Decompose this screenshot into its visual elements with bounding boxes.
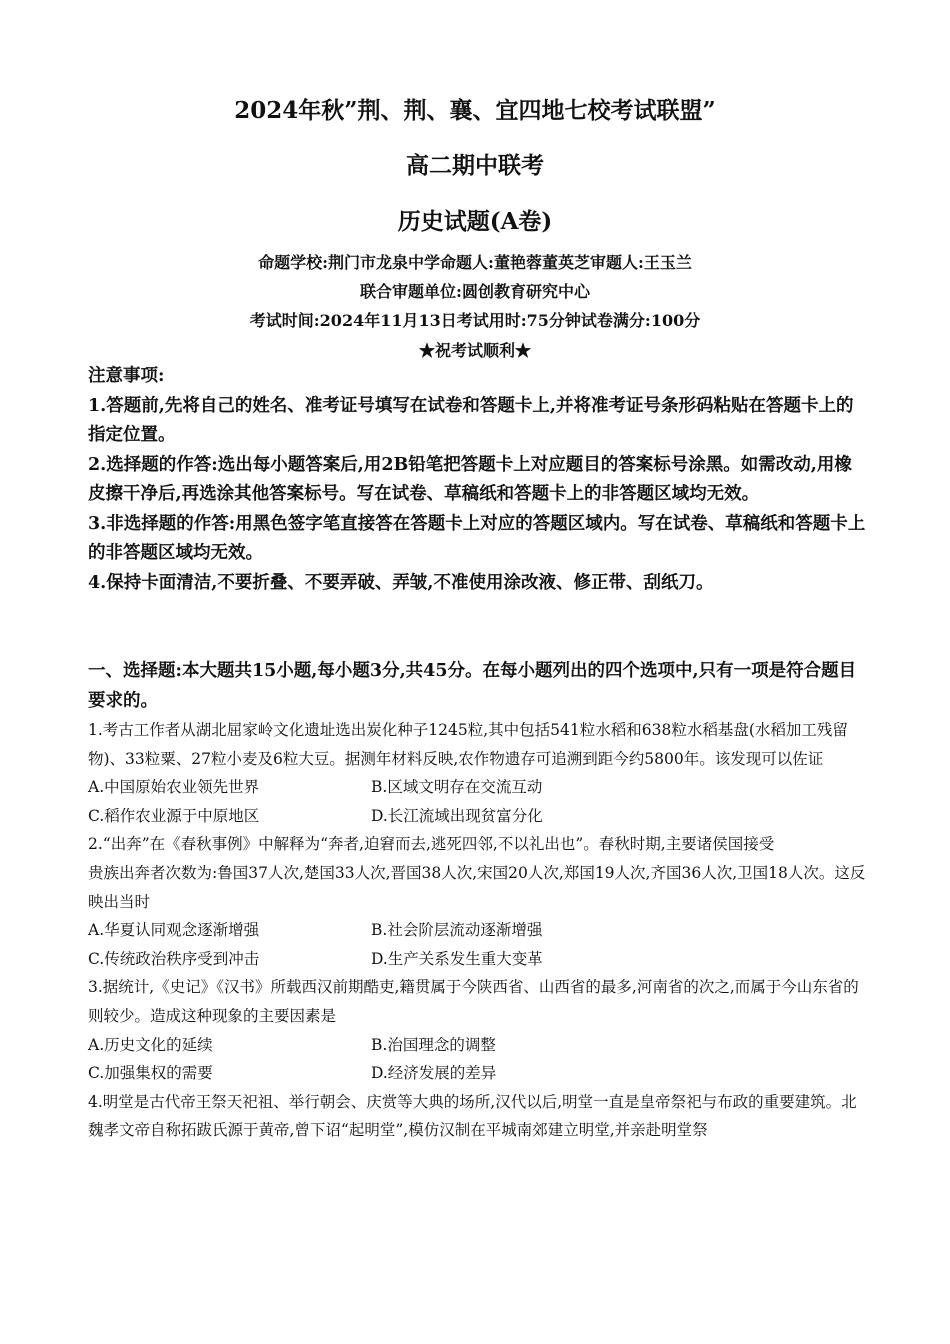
notes-heading: 注意事项: <box>88 366 165 386</box>
options-row <box>88 773 866 802</box>
option-d: D.生产关系发生重大变革 <box>371 949 543 968</box>
question-stem: 3.据统计,《史记》《汉书》所载西汉前期酷吏,籍贯属于今陕西省、山西省的最多,河南省的次之,而属于今山东省的则较少。造成这种现象的主要因素是 <box>88 978 859 1025</box>
note-item: 3.非选择题的作答:用黑色签字笔直接答在答题卡上对应的答题区域内。写在试卷、草稿纸和答题卡上的非答题区域均无效。 <box>88 513 866 563</box>
exam-info-line: 考试时间:2024年11月13日考试用时:75分钟试卷满分:100分 <box>249 311 701 330</box>
blessing-line: ★祝考试顺利★ <box>418 341 531 360</box>
question-1 <box>88 716 866 830</box>
options-row <box>88 945 866 974</box>
option-c: C.加强集权的需要 <box>88 1064 213 1083</box>
section-heading: 一、选择题:本大题共15小题,每小题3分,共45分。在每小题列出的四个选项中,只有一项是符合题目要求的。 <box>88 661 857 711</box>
option-c: C.稻作农业源于中原地区 <box>88 806 260 825</box>
option-c: C.传统政治秩序受到冲击 <box>88 949 260 968</box>
note-item: 1.答题前,先将自己的姓名、准考证号填写在试卷和答题卡上,并将准考证号条形码粘贴在答题卡上的指定位置。 <box>88 395 854 445</box>
question-4 <box>88 1088 866 1145</box>
note-item: 4.保持卡面清洁,不要折叠、不要弄破、弄皱,不准使用涂改液、修正带、刮纸刀。 <box>88 572 714 593</box>
question-stem: 1.考古工作者从湖北屈家岭文化遗址选出炭化种子1245粒,其中包括541粒水稻和638粒水稻基盘(水稻加工残留物)、33粒粟、27粒小麦及6粒大豆。据测年材料反映,农作物遗存可追溯到距今约5800年。该发现可以佐证 <box>88 721 848 768</box>
authors-line: 命题学校:荆门市龙泉中学命题人:董艳蓉董英芝审题人:王玉兰 <box>258 253 692 272</box>
options-row <box>88 802 866 831</box>
question-stem: 4.明堂是古代帝王祭天祀祖、举行朝会、庆赏等大典的场所,汉代以后,明堂一直是皇帝祭祀与布政的重要建筑。北魏孝文帝自称拓跋氏源于黄帝,曾下诏“起明堂”,模仿汉制在平城南郊建立明堂,并亲赴明堂祭 <box>88 1092 857 1140</box>
note-item: 2.选择题的作答:选出每小题答案后,用2B铅笔把答题卡上对应题目的答案标号涂黑。如需改动,用橡皮擦干净后,再选涂其他答案标号。写在试卷、草稿纸和答题卡上的非答题区域均无效。 <box>88 454 852 504</box>
options-row <box>88 1059 866 1088</box>
joint-review-line: 联合审题单位:圆创教育研究中心 <box>360 282 590 301</box>
option-a: A.历史文化的延续 <box>88 1035 213 1054</box>
question-stem: 2.“出奔”在《春秋事例》中解释为“奔者,迫窘而去,逃死四邻,不以礼出也”。春秋时期,主要诸侯国接受 <box>88 835 775 854</box>
option-a: A.中国原始农业领先世界 <box>88 778 260 797</box>
options-row <box>88 916 866 945</box>
option-d: D.经济发展的差异 <box>371 1064 497 1083</box>
option-b: B.区域文明存在交流互动 <box>371 778 543 797</box>
question-list <box>88 716 866 1145</box>
option-a: A.华夏认同观念逐渐增强 <box>88 921 260 940</box>
question-3 <box>88 973 866 1087</box>
question-2 <box>88 830 866 973</box>
option-b: B.治国理念的调整 <box>371 1035 496 1054</box>
exam-title-line2: 高二期中联考 <box>406 152 544 179</box>
option-d: D.长江流域出现贫富分化 <box>371 806 543 825</box>
exam-title-line3: 历史试题(A卷) <box>397 208 553 235</box>
notes-section <box>88 362 866 598</box>
options-row <box>88 1031 866 1060</box>
exam-title-line1: 2024年秋”荆、荆、襄、宜四地七校考试联盟” <box>234 97 716 124</box>
question-stem-continued: 贵族出奔者次数为:鲁国37人次,楚国33人次,晋国38人次,宋国20人次,郑国19人次,齐国36人次,卫国18人次。这反映出当时 <box>88 863 866 911</box>
option-b: B.社会阶层流动逐渐增强 <box>371 921 543 940</box>
